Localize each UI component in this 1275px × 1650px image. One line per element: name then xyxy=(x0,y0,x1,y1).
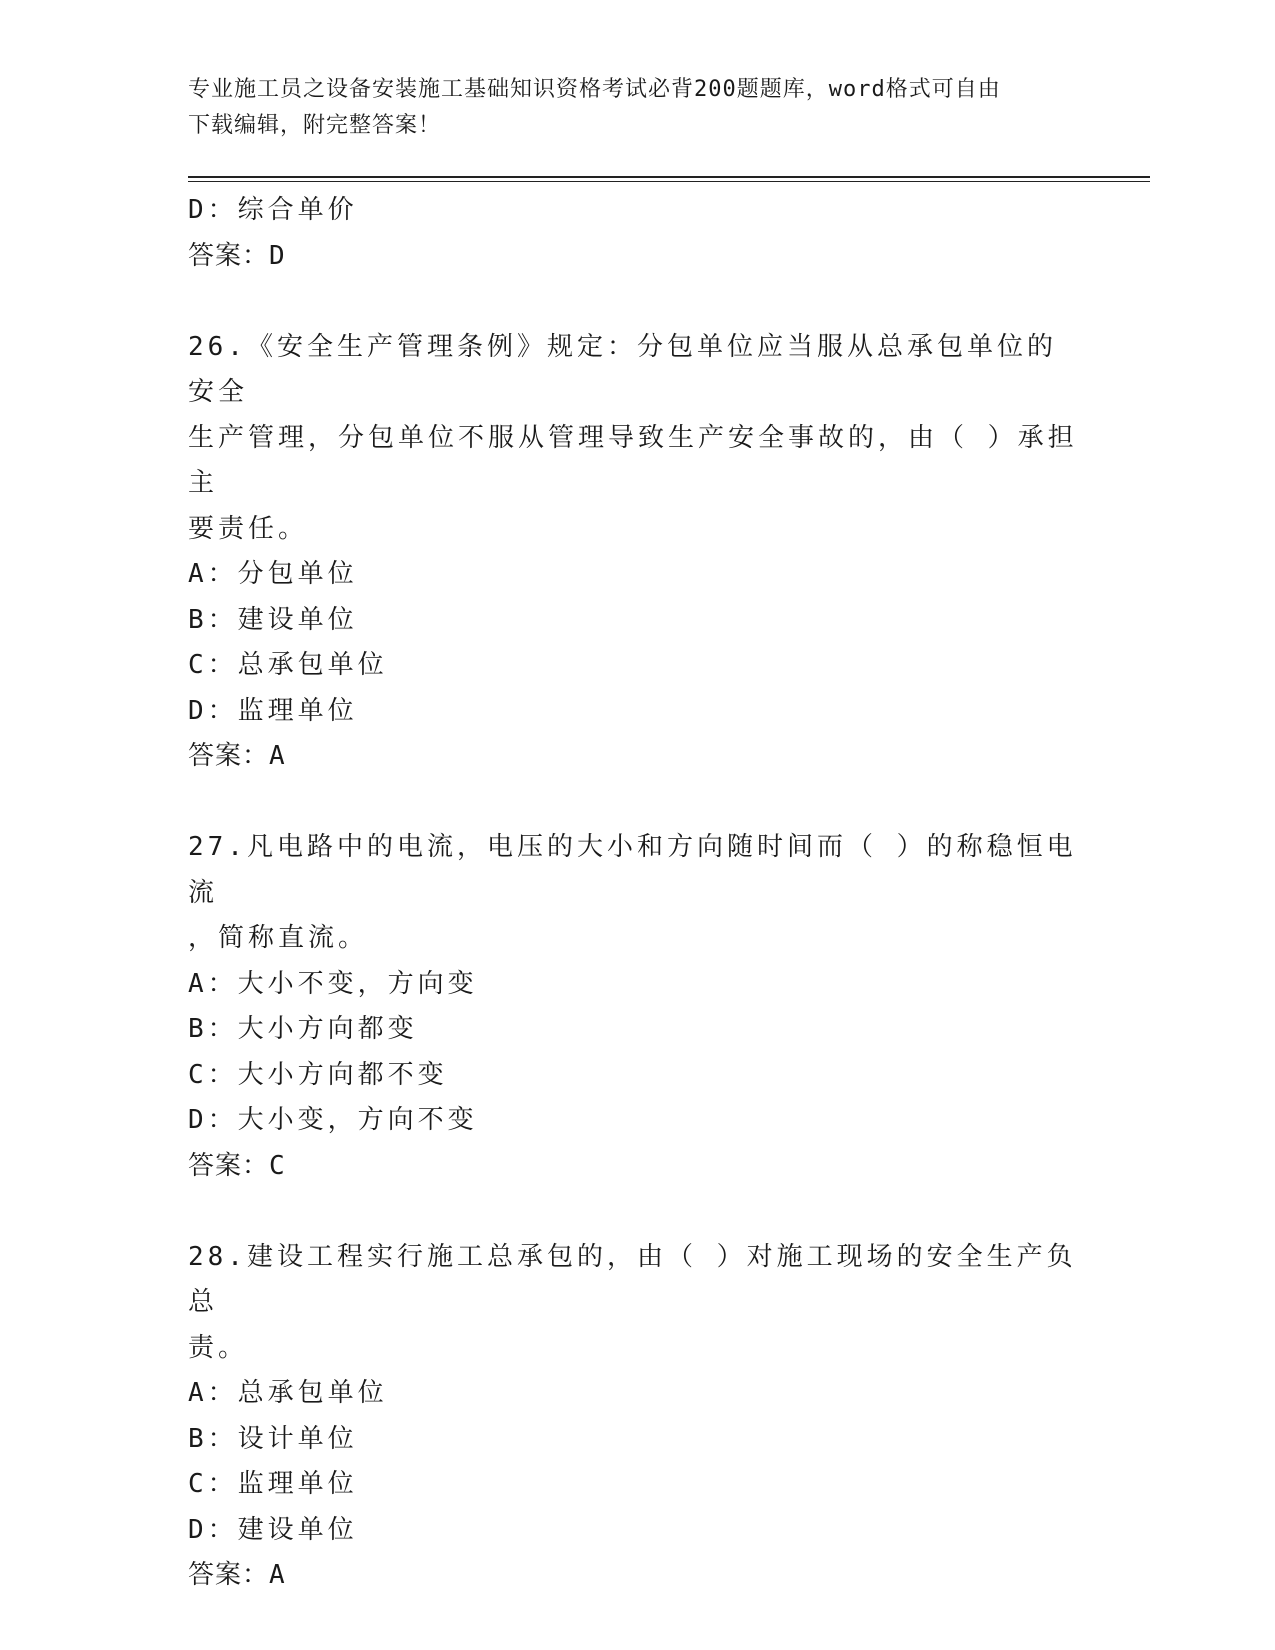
option-d: D：综合单价 xyxy=(188,195,358,225)
spacer xyxy=(188,780,1088,826)
question-28 xyxy=(188,1235,1088,1599)
header-line-1: 专业施工员之设备安装施工基础知识资格考试必背200题题库，word格式可自由 xyxy=(188,77,1001,102)
header-divider-thick xyxy=(188,176,1150,178)
question-26 xyxy=(188,325,1088,780)
question-text-line: 27.凡电路中的电流，电压的大小和方向随时间而（ ）的称稳恒电流 xyxy=(188,832,1077,908)
question-text-line: 26.《安全生产管理条例》规定：分包单位应当服从总承包单位的安全 xyxy=(188,331,1057,407)
answer-line: 答案：A xyxy=(188,1560,286,1590)
option-d: D：大小变，方向不变 xyxy=(188,1105,478,1135)
option-a: A：分包单位 xyxy=(188,559,358,589)
option-b: B：设计单位 xyxy=(188,1423,358,1454)
question-text-line: 要责任。 xyxy=(188,513,309,544)
option-a: A：大小不变，方向变 xyxy=(188,968,478,999)
answer-line: 答案：D xyxy=(188,240,286,271)
question-text-line: ，简称直流。 xyxy=(188,923,369,953)
previous-question-tail xyxy=(188,188,1088,279)
option-d: D：建设单位 xyxy=(188,1514,358,1545)
option-d: D：监理单位 xyxy=(188,695,358,726)
option-b: B：建设单位 xyxy=(188,604,358,635)
question-text-line: 28.建设工程实行施工总承包的，由（ ）对施工现场的安全生产负总 xyxy=(188,1241,1077,1317)
option-a: A：总承包单位 xyxy=(188,1378,388,1408)
header-divider-thin xyxy=(188,181,1150,182)
option-b: B：大小方向都变 xyxy=(188,1014,418,1044)
answer-line: 答案：A xyxy=(188,741,286,771)
question-text-line: 责。 xyxy=(188,1332,249,1363)
spacer xyxy=(188,279,1088,325)
document-body xyxy=(188,188,1088,1599)
option-c: C：大小方向都不变 xyxy=(188,1059,448,1090)
document-header xyxy=(188,72,1068,144)
answer-line: 答案：C xyxy=(188,1150,286,1181)
option-c: C：总承包单位 xyxy=(188,650,388,680)
spacer xyxy=(188,1189,1088,1235)
header-line-2: 下载编辑，附完整答案！ xyxy=(188,113,442,138)
question-text-line: 生产管理，分包单位不服从管理导致生产安全事故的，由（ ）承担主 xyxy=(188,422,1078,498)
option-c: C：监理单位 xyxy=(188,1469,358,1499)
question-27 xyxy=(188,825,1088,1189)
